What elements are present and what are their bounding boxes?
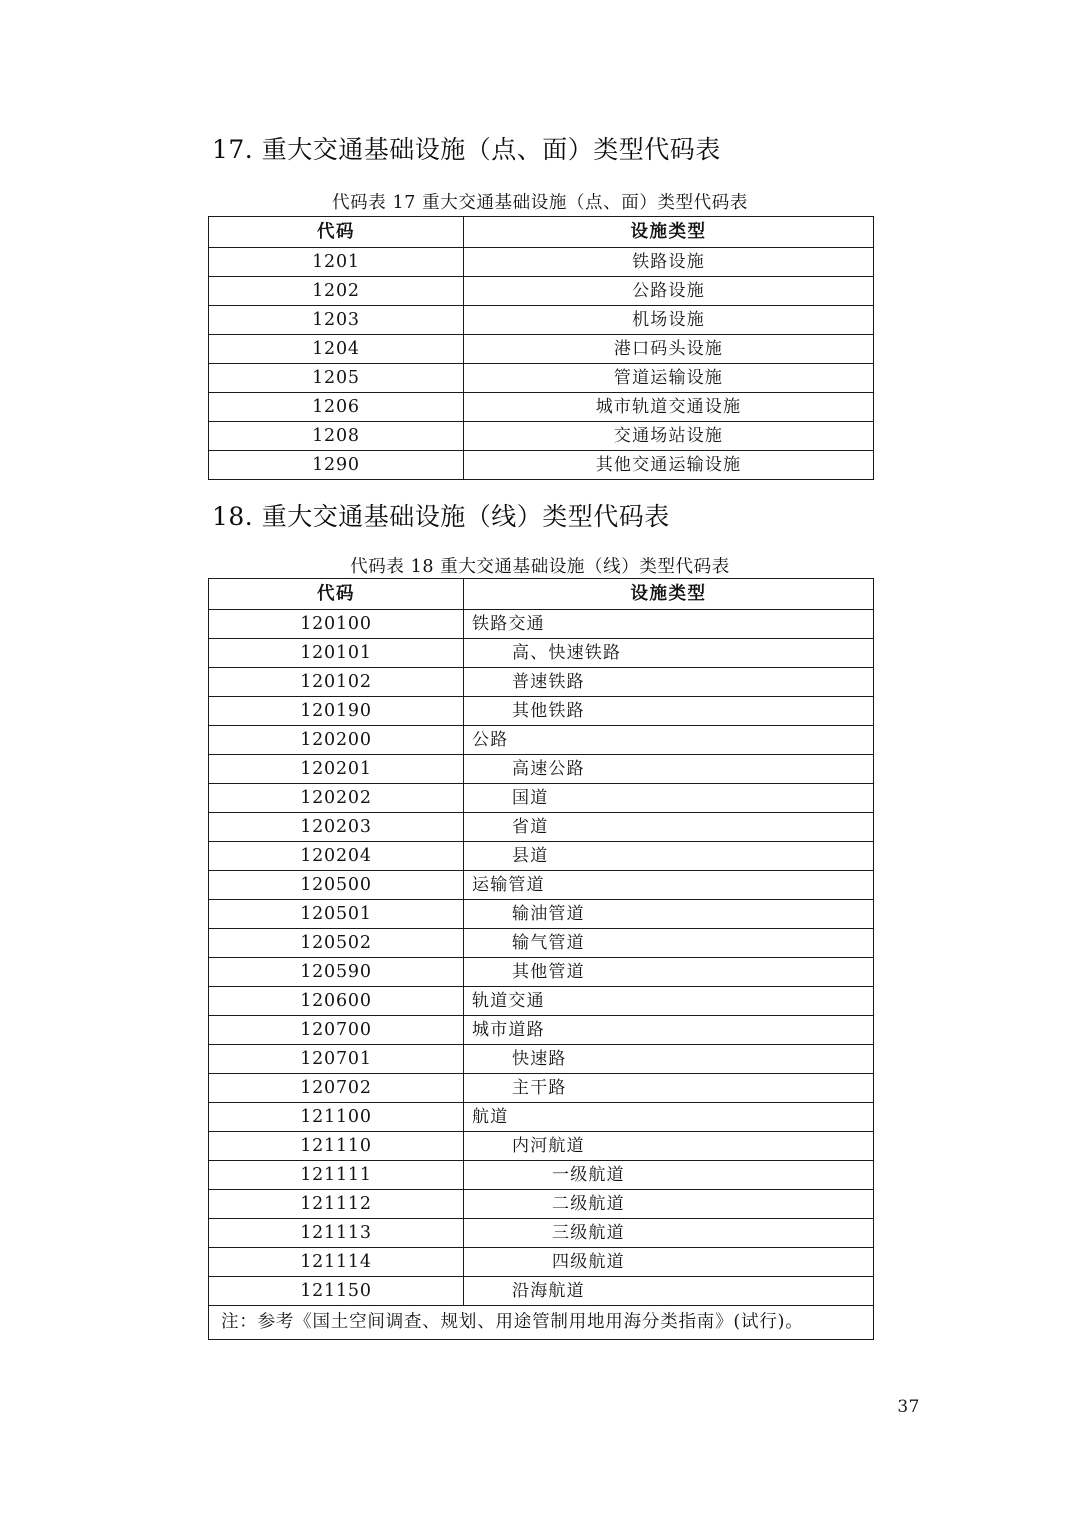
cell-code: 120590 <box>209 958 464 987</box>
section-heading-17: 17. 重大交通基础设施（点、面）类型代码表 <box>212 135 721 164</box>
cell-facility-type: 高速公路 <box>464 755 874 784</box>
cell-facility-type: 公路 <box>464 726 874 755</box>
cell-facility-type: 运输管道 <box>464 871 874 900</box>
cell-code: 1203 <box>209 306 464 335</box>
table-note-row <box>209 1306 874 1340</box>
table-row <box>209 422 874 451</box>
column-header-code: 代码 <box>209 579 464 610</box>
table-header-row <box>209 217 874 248</box>
cell-facility-type: 铁路交通 <box>464 610 874 639</box>
cell-code: 120700 <box>209 1016 464 1045</box>
cell-facility-type: 公路设施 <box>464 277 874 306</box>
code-table-18 <box>208 578 874 1340</box>
cell-code: 1290 <box>209 451 464 480</box>
cell-facility-type: 航道 <box>464 1103 874 1132</box>
cell-facility-type: 省道 <box>464 813 874 842</box>
page-number: 37 <box>897 1397 920 1417</box>
cell-facility-type: 其他交通运输设施 <box>464 451 874 480</box>
cell-facility-type: 铁路设施 <box>464 248 874 277</box>
code-table-17 <box>208 216 874 480</box>
cell-code: 120501 <box>209 900 464 929</box>
table-row <box>209 1219 874 1248</box>
cell-code: 120203 <box>209 813 464 842</box>
cell-code: 121112 <box>209 1190 464 1219</box>
table-row <box>209 813 874 842</box>
table-row <box>209 697 874 726</box>
cell-code: 121150 <box>209 1277 464 1306</box>
table-body-17 <box>209 248 874 480</box>
cell-facility-type: 国道 <box>464 784 874 813</box>
cell-facility-type: 三级航道 <box>464 1219 874 1248</box>
table-row <box>209 610 874 639</box>
table-header-18 <box>209 579 874 610</box>
cell-facility-type: 沿海航道 <box>464 1277 874 1306</box>
cell-facility-type: 输气管道 <box>464 929 874 958</box>
table-caption-18: 代码表 18 重大交通基础设施（线）类型代码表 <box>350 557 730 577</box>
cell-facility-type: 城市道路 <box>464 1016 874 1045</box>
table-row <box>209 393 874 422</box>
cell-facility-type: 管道运输设施 <box>464 364 874 393</box>
section-heading-18: 18. 重大交通基础设施（线）类型代码表 <box>212 502 670 531</box>
cell-facility-type: 高、快速铁路 <box>464 639 874 668</box>
cell-code: 120502 <box>209 929 464 958</box>
cell-facility-type: 四级航道 <box>464 1248 874 1277</box>
cell-facility-type: 输油管道 <box>464 900 874 929</box>
cell-code: 120201 <box>209 755 464 784</box>
table-row <box>209 1248 874 1277</box>
table-row <box>209 1161 874 1190</box>
cell-facility-type: 城市轨道交通设施 <box>464 393 874 422</box>
column-header-type: 设施类型 <box>464 579 874 610</box>
cell-code: 120101 <box>209 639 464 668</box>
table-body-18 <box>209 610 874 1340</box>
table-row <box>209 929 874 958</box>
table-row <box>209 784 874 813</box>
cell-code: 1202 <box>209 277 464 306</box>
cell-facility-type: 轨道交通 <box>464 987 874 1016</box>
cell-code: 120100 <box>209 610 464 639</box>
cell-code: 121114 <box>209 1248 464 1277</box>
table-row <box>209 306 874 335</box>
table-row <box>209 1277 874 1306</box>
cell-code: 120204 <box>209 842 464 871</box>
table-row <box>209 364 874 393</box>
table-row <box>209 871 874 900</box>
cell-facility-type: 一级航道 <box>464 1161 874 1190</box>
table-row <box>209 668 874 697</box>
cell-code: 120200 <box>209 726 464 755</box>
table-row <box>209 726 874 755</box>
cell-facility-type: 交通场站设施 <box>464 422 874 451</box>
cell-facility-type: 其他铁路 <box>464 697 874 726</box>
cell-code: 120190 <box>209 697 464 726</box>
table-row <box>209 755 874 784</box>
table-row <box>209 900 874 929</box>
table-row <box>209 842 874 871</box>
table-row <box>209 1132 874 1161</box>
cell-facility-type: 县道 <box>464 842 874 871</box>
cell-code: 1201 <box>209 248 464 277</box>
table-row <box>209 451 874 480</box>
table-header-row <box>209 579 874 610</box>
cell-code: 1208 <box>209 422 464 451</box>
cell-code: 121111 <box>209 1161 464 1190</box>
table-row <box>209 987 874 1016</box>
cell-facility-type: 主干路 <box>464 1074 874 1103</box>
table-note: 注：参考《国土空间调查、规划、用途管制用地用海分类指南》(试行)。 <box>209 1306 874 1340</box>
column-header-type: 设施类型 <box>464 217 874 248</box>
cell-facility-type: 机场设施 <box>464 306 874 335</box>
cell-code: 120202 <box>209 784 464 813</box>
cell-code: 121110 <box>209 1132 464 1161</box>
table-row <box>209 1190 874 1219</box>
cell-code: 120701 <box>209 1045 464 1074</box>
table-row <box>209 1103 874 1132</box>
table-row <box>209 1074 874 1103</box>
cell-code: 121100 <box>209 1103 464 1132</box>
table-caption-17: 代码表 17 重大交通基础设施（点、面）类型代码表 <box>332 193 748 213</box>
cell-code: 120500 <box>209 871 464 900</box>
cell-code: 120102 <box>209 668 464 697</box>
table-row <box>209 277 874 306</box>
cell-code: 1206 <box>209 393 464 422</box>
cell-facility-type: 快速路 <box>464 1045 874 1074</box>
cell-facility-type: 内河航道 <box>464 1132 874 1161</box>
cell-facility-type: 其他管道 <box>464 958 874 987</box>
cell-facility-type: 港口码头设施 <box>464 335 874 364</box>
column-header-code: 代码 <box>209 217 464 248</box>
table-row <box>209 958 874 987</box>
table-row <box>209 335 874 364</box>
cell-facility-type: 普速铁路 <box>464 668 874 697</box>
table-row <box>209 248 874 277</box>
cell-code: 1204 <box>209 335 464 364</box>
cell-code: 1205 <box>209 364 464 393</box>
table-header-17 <box>209 217 874 248</box>
cell-facility-type: 二级航道 <box>464 1190 874 1219</box>
table-row <box>209 1016 874 1045</box>
cell-code: 120600 <box>209 987 464 1016</box>
cell-code: 121113 <box>209 1219 464 1248</box>
table-row <box>209 1045 874 1074</box>
table-row <box>209 639 874 668</box>
cell-code: 120702 <box>209 1074 464 1103</box>
